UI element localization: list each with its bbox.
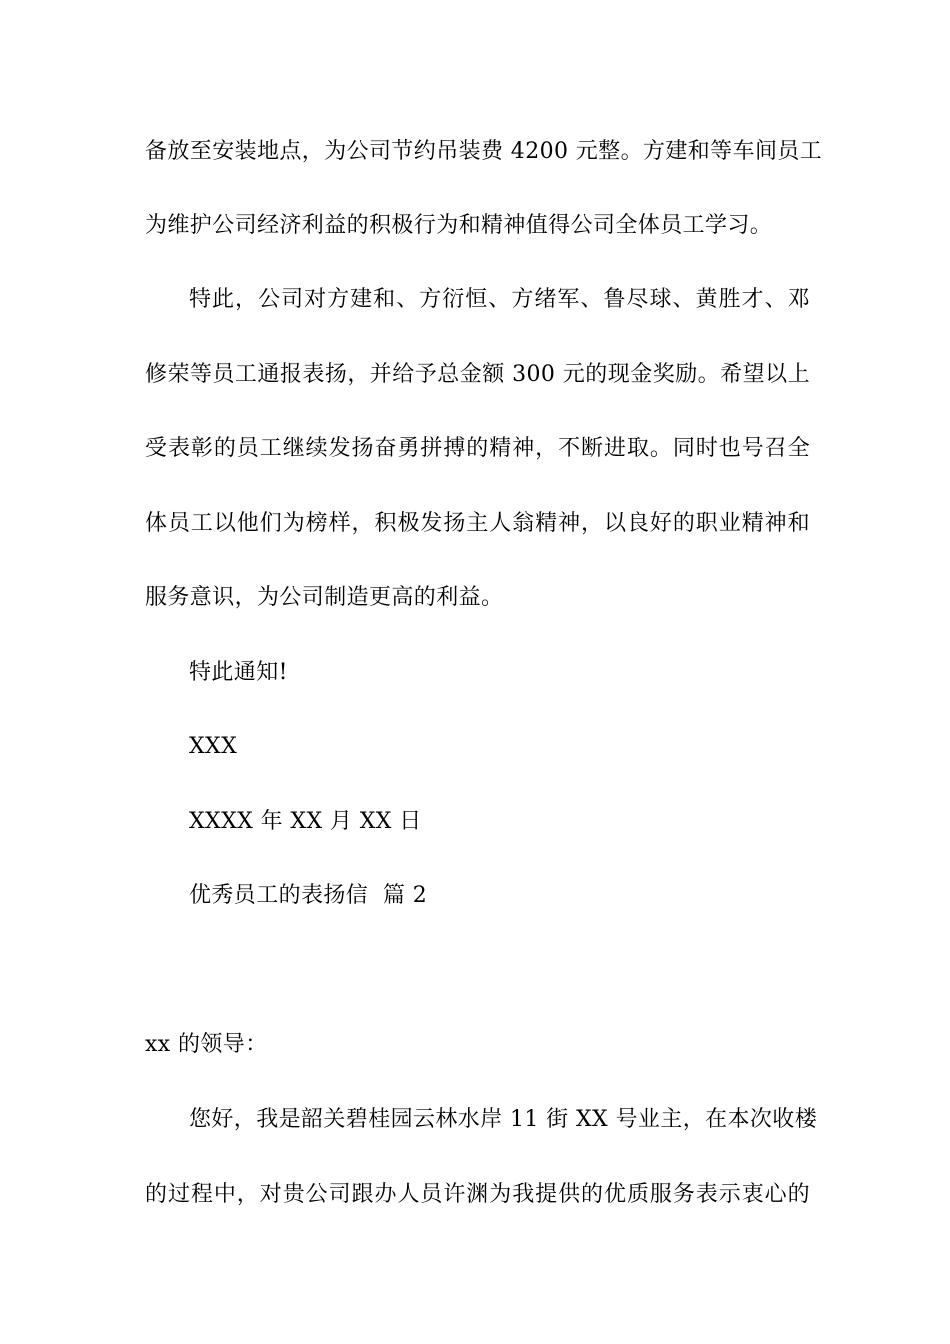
paragraph-2-line-3: 受表彰的员工继续发扬奋勇拼搏的精神，不断进取。同时也号召全 — [145, 436, 810, 461]
salutation: xx 的领导： — [145, 1032, 268, 1057]
paragraph-2-line-4: 体员工以他们为榜样，积极发扬主人翁精神，以良好的职业精神和 — [145, 511, 810, 536]
closing-text: 特此通知! — [189, 660, 288, 685]
paragraph-2-line-1: 特此，公司对方建和、方衍恒、方绪军、鲁尽球、黄胜才、邓 — [189, 287, 810, 312]
signature: XXX — [189, 734, 238, 759]
paragraph-2-line-5: 服务意识，为公司制造更高的利益。 — [145, 585, 504, 610]
paragraph-1-line-2: 为维护公司经济利益的积极行为和精神值得公司全体员工学习。 — [145, 213, 773, 238]
paragraph-3-line-2: 的过程中，对贵公司跟办人员许渊为我提供的优质服务表示衷心的 — [145, 1182, 810, 1207]
paragraph-2-line-2: 修荣等员工通报表扬，并给予总金额 300 元的现金奖励。希望以上 — [145, 362, 810, 387]
paragraph-3-line-1: 您好，我是韶关碧桂园云林水岸 11 街 XX 号业主，在本次收楼 — [189, 1107, 818, 1132]
date: XXXX 年 XX 月 XX 日 — [189, 809, 422, 834]
section-heading: 优秀员工的表扬信 篇 2 — [189, 883, 428, 908]
paragraph-1-line-1: 备放至安装地点，为公司节约吊装费 4200 元整。方建和等车间员工 — [145, 139, 823, 164]
